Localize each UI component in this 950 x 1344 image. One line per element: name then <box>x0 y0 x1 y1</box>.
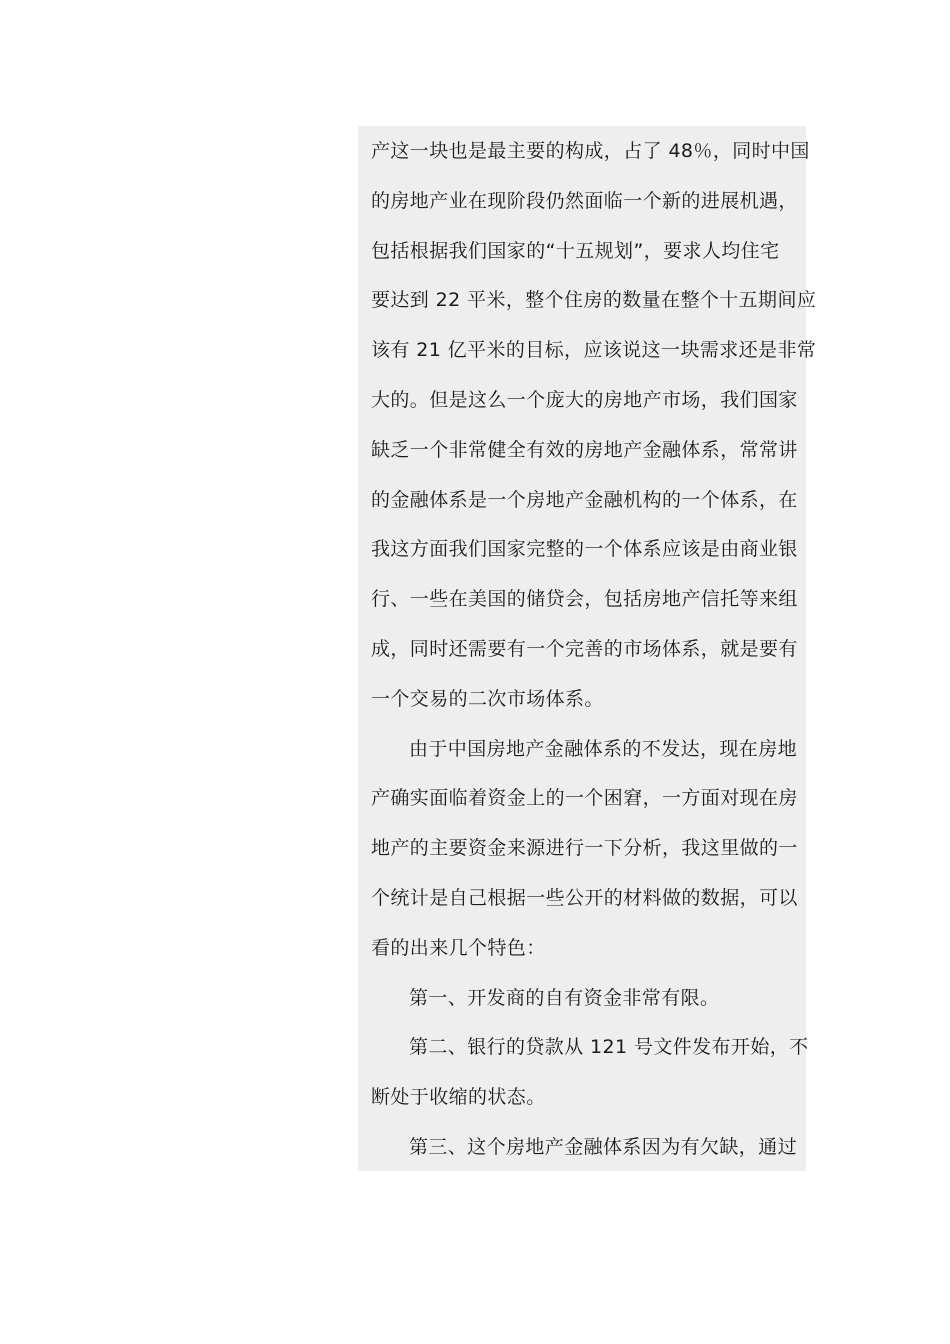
text-line: 产这一块也是最主要的构成，占了 48％，同时中国 <box>371 140 810 162</box>
text-line: 的金融体系是一个房地产金融机构的一个体系，在 <box>371 488 798 511</box>
text-line: 包括根据我们国家的“十五规划”，要求人均住宅 <box>371 239 780 262</box>
text-line: 成，同时还需要有一个完善的市场体系，就是要有 <box>371 637 798 660</box>
paragraph-first-line: 第二、银行的贷款从 121 号文件发布开始，不 <box>409 1036 809 1059</box>
text-line: 断处于收缩的状态。 <box>371 1086 546 1109</box>
text-line: 个统计是自己根据一些公开的材料做的数据，可以 <box>371 886 798 909</box>
text-line: 看的出来几个特色： <box>371 936 546 959</box>
text-line: 一个交易的二次市场体系。 <box>371 687 604 710</box>
paragraph-first-line: 由于中国房地产金融体系的不发达，现在房地 <box>409 737 798 760</box>
text-line: 我这方面我们国家完整的一个体系应该是由商业银 <box>371 538 798 561</box>
paragraph-first-line: 第一、开发商的自有资金非常有限。 <box>409 986 720 1009</box>
text-line: 的房地产业在现阶段仍然面临一个新的进展机遇， <box>371 189 798 212</box>
text-line: 缺乏一个非常健全有效的房地产金融体系，常常讲 <box>371 438 798 461</box>
text-line: 产确实面临着资金上的一个困窘，一方面对现在房 <box>371 787 798 810</box>
text-line: 该有 21 亿平米的目标，应该说这一块需求还是非常 <box>371 339 817 362</box>
text-line: 行、一些在美国的储贷会，包括房地产信托等来组 <box>371 588 798 611</box>
document-text-block <box>358 126 817 1171</box>
text-line: 大的。但是这么一个庞大的房地产市场，我们国家 <box>371 388 798 411</box>
text-line: 地产的主要资金来源进行一下分析，我这里做的一 <box>371 837 798 860</box>
text-line: 要达到 22 平米，整个住房的数量在整个十五期间应 <box>371 289 817 312</box>
paragraph-first-line: 第三、这个房地产金融体系因为有欠缺，通过 <box>409 1135 798 1158</box>
